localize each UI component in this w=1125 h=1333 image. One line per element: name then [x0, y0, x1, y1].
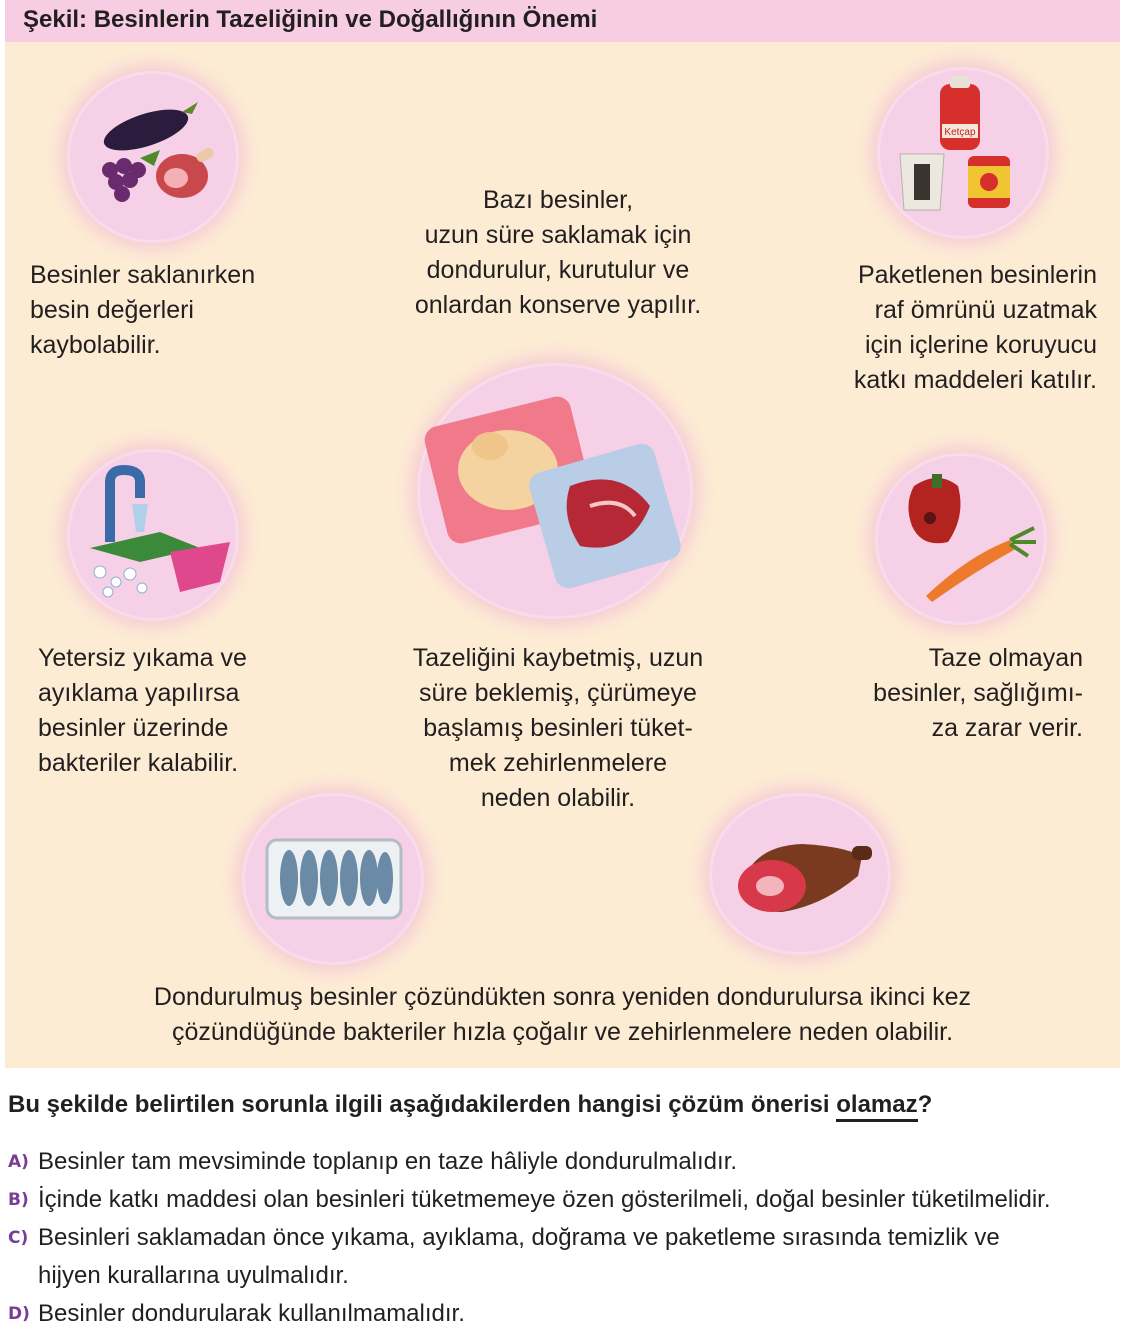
option-letter: C)	[8, 1228, 29, 1248]
text-mid-right: Taze olmayan besinler, sağlığımı- za zarar verir.	[873, 644, 1083, 742]
option-c[interactable]: C) Besinleri saklamadan önce yıkama, ayıklama, doğrama ve paketleme sırasında temizlik ve hijyen kurallarına uyulmalıdır.	[8, 1219, 1120, 1294]
text-top-left: Besinler saklanırken besin değerleri kaybolabilir.	[30, 261, 256, 359]
figure-title: Şekil: Besinlerin Tazeliğinin ve Doğallığının Önemi	[23, 6, 598, 33]
option-letter: A)	[8, 1152, 29, 1172]
figure-header	[5, 0, 1120, 42]
text-top-right: Paketlenen besinlerin raf ömrünü uzatmak için içlerine koruyucu katkı maddeleri katılır.	[853, 261, 1097, 394]
option-b[interactable]: B) İçinde katkı maddesi olan besinleri tüketmemeye özen gösterilmeli, doğal besinler tüketilmelidir.	[8, 1181, 1120, 1219]
washing-vegetables-illustration	[70, 452, 236, 618]
question-negation: olamaz	[836, 1091, 917, 1122]
packaged-chicken-meat-illustration	[420, 366, 690, 616]
ham-illustration	[712, 796, 888, 952]
text-bottom: Dondurulmuş besinler çözündükten sonra yeniden dondurulursa ikinci kez çözündüğünde bakteriler hızla çoğalır ve zehirlenmelere neden olabilir.	[153, 983, 972, 1046]
option-d[interactable]: D) Besinler dondurularak kullanılmamalıdır.	[8, 1295, 1120, 1333]
spoiled-vegetables-illustration	[878, 456, 1044, 622]
option-letter: D)	[8, 1304, 30, 1324]
option-letter: B)	[8, 1190, 29, 1210]
text-top-center: Bazı besinler, uzun süre saklamak için dondurulur, kurutulur ve onlardan konserve yapılır.	[414, 186, 702, 319]
ketchup-label: Ketçap	[944, 127, 976, 138]
text-mid-center: Tazeliğini kaybetmiş, uzun süre beklemiş, çürümeye başlamış besinleri tüket- mek zehirlenmelere neden olabilir.	[412, 644, 704, 812]
question-stem: Bu şekilde belirtilen sorunla ilgili aşağıdakilerden hangisi çözüm önerisi olamaz?	[8, 1089, 932, 1121]
option-a[interactable]: A) Besinler tam mevsiminde toplanıp en taze hâliyle dondurulmalıdır.	[8, 1143, 1120, 1181]
packaged-food-illustration	[880, 70, 1046, 236]
fresh-food-illustration	[70, 74, 236, 240]
text-mid-left: Yetersiz yıkama ve ayıklama yapılırsa besinler üzerinde bakteriler kalabilir.	[38, 644, 247, 777]
frozen-fish-illustration	[245, 796, 421, 962]
